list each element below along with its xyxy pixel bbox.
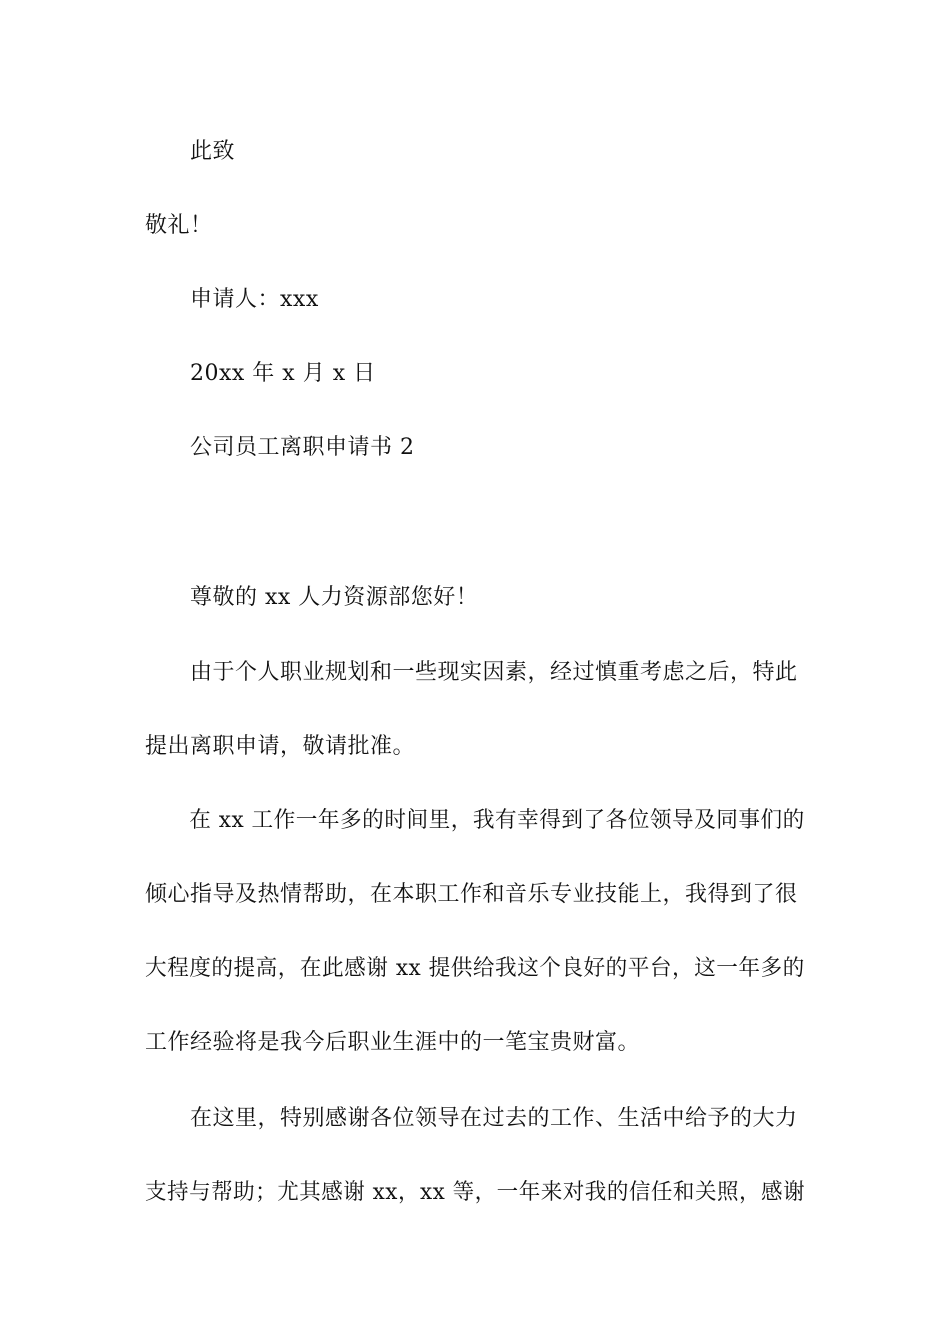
closing-salutation: 此致 xyxy=(190,139,236,164)
body-line: 支持与帮助；尤其感谢 xx，xx 等，一年来对我的信任和关照，感谢 xyxy=(145,1180,806,1205)
body-line: 在这里，特别感谢各位领导在过去的工作、生活中给予的大力 xyxy=(145,1106,798,1131)
body-line: 大程度的提高，在此感谢 xx 提供给我这个良好的平台，这一年多的 xyxy=(145,956,805,981)
body-line: 工作经验将是我今后职业生涯中的一笔宝贵财富。 xyxy=(145,1030,641,1055)
body-line: 提出离职申请，敬请批准。 xyxy=(145,734,416,759)
body-line: 倾心指导及热情帮助，在本职工作和音乐专业技能上，我得到了很 xyxy=(145,882,798,907)
applicant-signature: 申请人：xxx xyxy=(190,287,319,312)
letter-title: 公司员工离职申请书 2 xyxy=(190,435,415,460)
closing-regards: 敬礼！ xyxy=(145,213,213,238)
letter-greeting: 尊敬的 xx 人力资源部您好！ xyxy=(190,585,479,610)
body-line: 在 xx 工作一年多的时间里，我有幸得到了各位领导及同事们的 xyxy=(145,808,805,833)
body-line: 由于个人职业规划和一些现实因素，经过慎重考虑之后，特此 xyxy=(145,660,798,685)
signature-date: 20xx 年 x 月 x 日 xyxy=(190,361,376,386)
